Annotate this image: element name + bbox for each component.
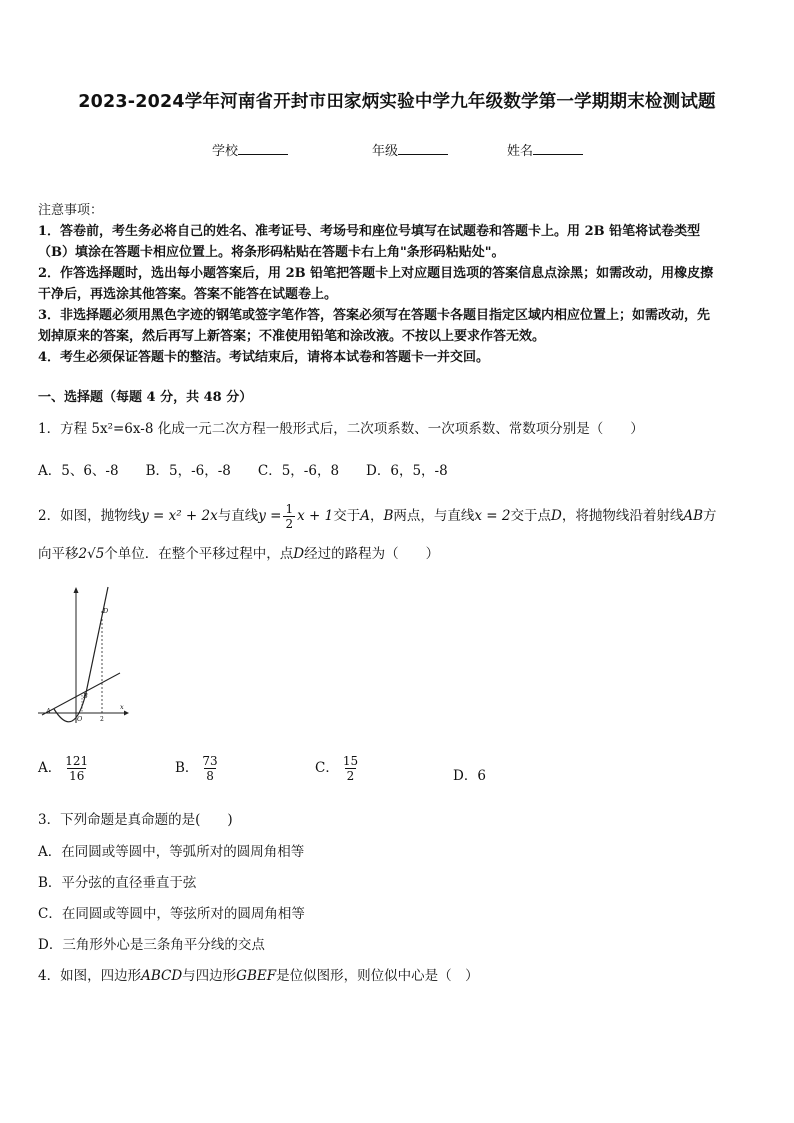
label-2: 2	[100, 716, 104, 723]
school-field[interactable]: 学校	[212, 140, 288, 159]
notice-item: 4．考生必须保证答题卡的整洁。考试结束后，请将本试卷和答题卡一并交回。	[38, 350, 490, 365]
question-3-option-c[interactable]: C．在同圆或等圆中，等弦所对的圆周角相等	[38, 906, 305, 922]
question-2-option-a[interactable]: A． $\frac{121}{16}$	[38, 754, 89, 783]
notice-item: 干净后，再选涂其他答案。答案不能答在试题卷上。	[38, 287, 338, 302]
question-2-stem-line2: 向平移2√5个单位．在整个平移过程中，点D经过的路程为（ ）	[38, 546, 440, 562]
y-axis-arrow-icon	[74, 587, 79, 593]
question-2-option-c[interactable]: C． $\frac{15}{2}$	[315, 754, 359, 783]
question-3-stem: 3．下列命题是真命题的是( )	[38, 812, 233, 828]
question-3-option-a[interactable]: A．在同圆或等圆中，等弧所对的圆周角相等	[38, 844, 305, 860]
name-field[interactable]: 姓名	[507, 140, 583, 159]
label-B: B	[83, 692, 88, 700]
grade-field[interactable]: 年级	[372, 140, 448, 159]
label-A: A	[46, 707, 51, 715]
label-O: O	[77, 715, 83, 723]
question-2-stem-line1: 2．如图，抛物线y = x² + 2x与直线y = $\frac{1}{2}$ x + 1交于A，B两点，与直线x = 2交于点D，将抛物线沿着射线AB方	[38, 502, 717, 531]
x-axis-arrow-icon	[124, 711, 129, 716]
question-1-options: A．5、6、-8 B．5，-6，-8 C．5，-6，8 D．6，5，-8	[38, 463, 448, 479]
question-4-stem: 4．如图，四边形ABCD与四边形GBEF是位似图形，则位似中心是（ ）	[38, 968, 479, 984]
question-2-option-b[interactable]: B． $\frac{73}{8}$	[175, 754, 218, 783]
notice-item: 划掉原来的答案，然后再写上新答案；不准使用铅笔和涂改液。不按以上要求作答无效。	[38, 329, 546, 344]
label-D: D	[103, 607, 109, 615]
notice-heading: 注意事项：	[38, 203, 104, 218]
exam-title: 2023-2024学年河南省开封市田家炳实验中学九年级数学第一学期期末检测试题	[78, 92, 716, 112]
fraction-one-half: $\frac{1}{2}$	[285, 502, 294, 531]
parabola-line-graph	[36, 585, 132, 725]
notice-item: 2．作答选择题时，选出每小题答案后，用 2B 铅笔把答题卡上对应题目选项的答案信息点涂黑；如需改动，用橡皮擦	[38, 266, 714, 281]
question-2-option-d[interactable]: D．6	[453, 768, 486, 784]
notice-item: （B）填涂在答题卡相应位置上。将条形码粘贴在答题卡右上角"条形码粘贴处"。	[38, 245, 505, 260]
parabola-curve	[54, 587, 108, 722]
notice-item: 1．答卷前，考生务必将自己的姓名、准考证号、考场号和座位号填写在试题卷和答题卡上。用 2B 铅笔将试卷类型	[38, 224, 701, 239]
label-x: x	[120, 703, 124, 711]
question-1-stem: 1．方程 5x²=6x-8 化成一元二次方程一般形式后，二次项系数、一次项系数、常数项分别是（ ）	[38, 421, 644, 437]
notice-item: 3．非选择题必须用黑色字迹的钢笔或签字笔作答，答案必须写在答题卡各题目指定区域内相应位置上；如需改动，先	[38, 308, 711, 323]
question-3-option-d[interactable]: D．三角形外心是三条角平分线的交点	[38, 937, 265, 953]
question-3-option-b[interactable]: B．平分弦的直径垂直于弦	[38, 875, 197, 891]
section-heading: 一、选择题（每题 4 分，共 48 分）	[38, 390, 253, 405]
